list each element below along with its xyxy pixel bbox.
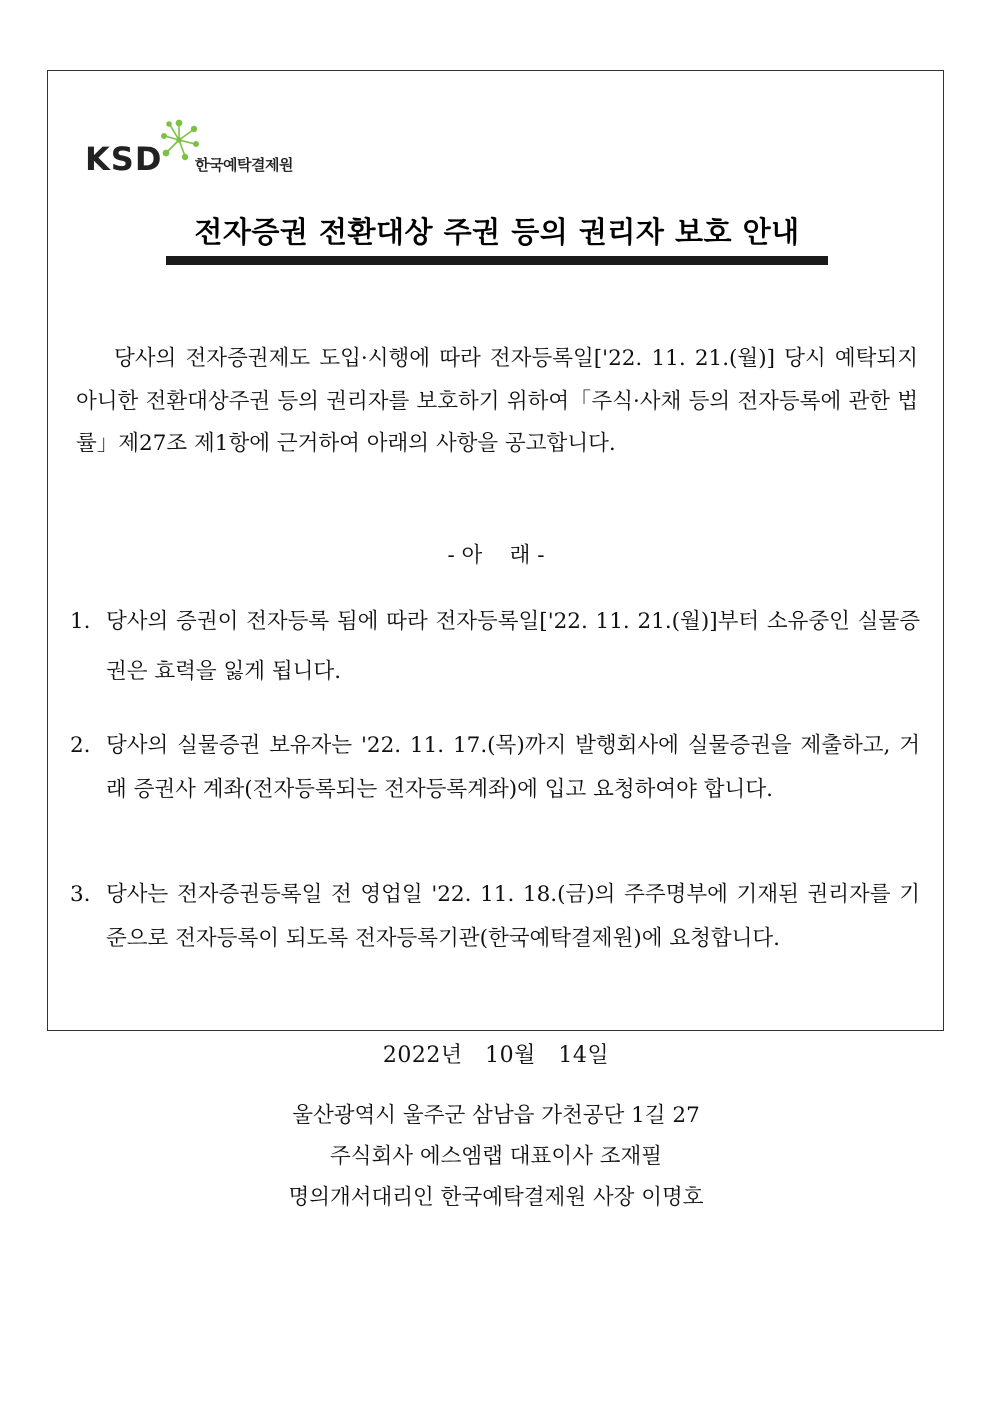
item-number: 3.	[70, 882, 91, 907]
notice-item	[70, 597, 920, 697]
notice-item	[70, 873, 920, 961]
document-title: 전자증권 전환대상 주권 등의 권리자 보호 안내	[194, 215, 800, 249]
item-text: 당사의 실물증권 보유자는 '22. 11. 17.(목)까지 발행회사에 실물증권을 제출하고, 거래 증권사 계좌(전자등록되는 전자등록계좌)에 입고 요청하여야 합니다.	[106, 733, 920, 802]
item-number: 2.	[70, 733, 91, 758]
transfer-agent: 명의개서대리인 한국예탁결제원 사장 이명호	[288, 1185, 704, 1210]
company-representative: 주식회사 에스엠랩 대표이사 조재필	[329, 1144, 663, 1169]
intro-paragraph: 당사의 전자증권제도 도입·시행에 따라 전자등록일['22. 11. 21.(월)] 당시 예탁되지 아니한 전환대상주권 등의 권리자를 보호하기 위하여「주식·사채 등의 전자등록에 관한 법률」제27조 제1항에 근거하여 아래의 사항을 공고합니다.	[76, 346, 918, 456]
item-text: 당사는 전자증권등록일 전 영업일 '22. 11. 18.(금)의 주주명부에 기재된 권리자를 기준으로 전자등록이 되도록 전자등록기관(한국예탁결제원)에 요청합니다.	[106, 882, 920, 951]
item-text: 당사의 증권이 전자등록 됨에 따라 전자등록일['22. 11. 21.(월)]부터 소유중인 실물증권은 효력을 잃게 됩니다.	[106, 609, 920, 684]
title-underline	[166, 256, 828, 265]
item-number: 1.	[70, 609, 91, 634]
logo-ksd-text: KSD	[85, 140, 163, 178]
logo-org-name: 한국예탁결제원	[195, 156, 293, 174]
notice-item	[70, 724, 920, 812]
company-address: 울산광역시 울주군 삼남읍 가천공단 1길 27	[292, 1103, 700, 1128]
notice-heading: - 아 래 -	[447, 543, 545, 568]
ksd-logo	[85, 118, 345, 180]
notice-date: 2022년 10월 14일	[382, 1043, 610, 1068]
